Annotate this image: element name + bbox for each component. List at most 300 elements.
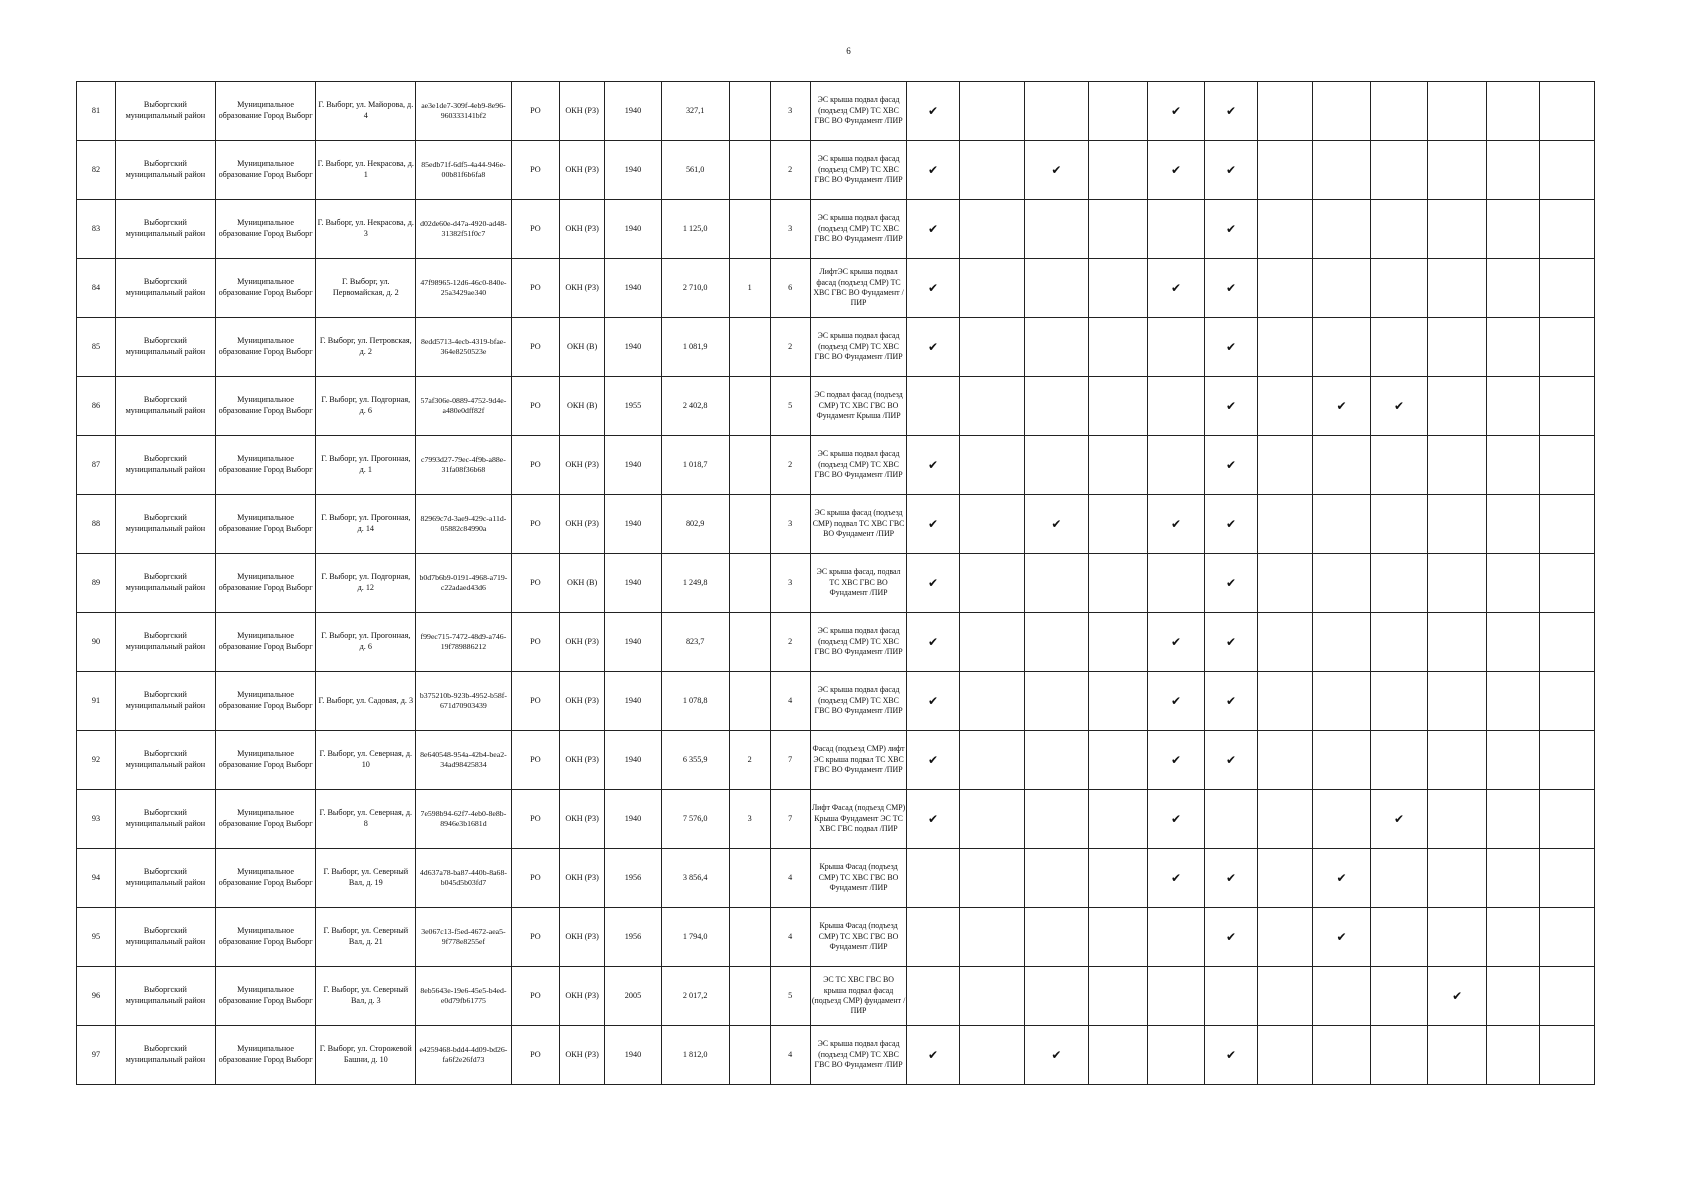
municipality-cell: Муниципальное образование Город Выборг [215,377,316,436]
table-row [77,141,1595,200]
row-number-cell: 92 [77,731,116,790]
work-count-cell: 4 [770,1026,810,1085]
empty-cell [959,436,1024,495]
heritage-status-cell: ОКН (РЗ) [560,1026,605,1085]
heritage-status-cell: ОКН (РЗ) [560,495,605,554]
table-row [77,967,1595,1026]
table-row [77,672,1595,731]
lift-count-cell [729,200,770,259]
district-cell: Выборгский муниципальный район [116,82,216,141]
check-mark-icon: ✔ [1313,908,1371,967]
check-mark-icon: ✔ [1024,1026,1089,1085]
empty-cell [1147,1026,1205,1085]
empty-cell [1257,82,1312,141]
works-list-cell: ЭС ТС ХВС ГВС ВО крыша подвал фасад (подъезд СМР) фундамент /ПИР [810,967,907,1026]
address-cell: Г. Выборг, ул. Некрасова, д. 3 [316,200,416,259]
empty-cell [1147,377,1205,436]
table-row [77,82,1595,141]
empty-cell [1257,436,1312,495]
district-cell: Выборгский муниципальный район [116,731,216,790]
empty-cell [1024,554,1089,613]
empty-cell [959,377,1024,436]
empty-cell [1257,495,1312,554]
check-mark-icon: ✔ [1147,141,1205,200]
address-cell: Г. Выборг, ул. Подгорная, д. 12 [316,554,416,613]
area-cell: 2 017,2 [661,967,729,1026]
empty-cell [959,672,1024,731]
empty-cell [1428,200,1487,259]
check-mark-icon: ✔ [907,318,959,377]
empty-cell [1313,318,1371,377]
district-cell: Выборгский муниципальный район [116,377,216,436]
municipality-cell: Муниципальное образование Город Выборг [215,554,316,613]
table-row [77,436,1595,495]
empty-cell [1428,436,1487,495]
check-mark-icon: ✔ [907,1026,959,1085]
empty-cell [1486,554,1539,613]
district-cell: Выборгский муниципальный район [116,849,216,908]
house-uuid-cell: 8edd5713-4ecb-4319-bfae-364e8250523e [416,318,512,377]
lift-count-cell: 1 [729,259,770,318]
empty-cell [1024,967,1089,1026]
district-cell: Выборгский муниципальный район [116,554,216,613]
empty-cell [1486,967,1539,1026]
check-mark-icon: ✔ [1147,790,1205,849]
empty-cell [1024,259,1089,318]
check-mark-icon: ✔ [1205,849,1257,908]
empty-cell [1257,967,1312,1026]
municipality-cell: Муниципальное образование Город Выборг [215,436,316,495]
check-mark-icon: ✔ [1147,259,1205,318]
build-year-cell: 1940 [605,82,662,141]
empty-cell [1257,849,1312,908]
area-cell: 7 576,0 [661,790,729,849]
heritage-status-cell: ОКН (РЗ) [560,731,605,790]
empty-cell [1486,495,1539,554]
check-mark-icon: ✔ [1205,908,1257,967]
empty-cell [1370,82,1428,141]
check-mark-icon: ✔ [1205,613,1257,672]
empty-cell [1428,141,1487,200]
empty-cell [1147,554,1205,613]
empty-cell [959,613,1024,672]
row-number-cell: 93 [77,790,116,849]
area-cell: 1 125,0 [661,200,729,259]
row-number-cell: 85 [77,318,116,377]
empty-cell [1147,200,1205,259]
heritage-status-cell: ОКН (РЗ) [560,967,605,1026]
work-count-cell: 7 [770,731,810,790]
empty-cell [1540,613,1595,672]
empty-cell [1540,908,1595,967]
empty-cell [1024,82,1089,141]
empty-cell [1257,613,1312,672]
work-count-cell: 5 [770,377,810,436]
district-cell: Выборгский муниципальный район [116,436,216,495]
work-count-cell: 4 [770,908,810,967]
row-number-cell: 88 [77,495,116,554]
empty-cell [1147,436,1205,495]
house-uuid-cell: b0d7b6b9-0191-4968-a719-c22adaed43d6 [416,554,512,613]
municipality-cell: Муниципальное образование Город Выборг [215,731,316,790]
empty-cell [1540,200,1595,259]
empty-cell [1428,613,1487,672]
fund-type-cell: РО [511,495,559,554]
fund-type-cell: РО [511,200,559,259]
municipality-cell: Муниципальное образование Город Выборг [215,849,316,908]
empty-cell [1486,613,1539,672]
address-cell: Г. Выборг, ул. Прогонная, д. 1 [316,436,416,495]
build-year-cell: 1955 [605,377,662,436]
house-uuid-cell: 57af306e-0889-4752-9d4e-a480e0dff82f [416,377,512,436]
address-cell: Г. Выборг, ул. Первомайская, д. 2 [316,259,416,318]
area-cell: 6 355,9 [661,731,729,790]
row-number-cell: 94 [77,849,116,908]
check-mark-icon: ✔ [1147,849,1205,908]
municipality-cell: Муниципальное образование Город Выборг [215,318,316,377]
table-row [77,1026,1595,1085]
work-count-cell: 2 [770,318,810,377]
address-cell: Г. Выборг, ул. Садовая, д. 3 [316,672,416,731]
work-count-cell: 5 [770,967,810,1026]
area-cell: 823,7 [661,613,729,672]
check-mark-icon: ✔ [1313,377,1371,436]
work-count-cell: 2 [770,141,810,200]
check-mark-icon: ✔ [1147,82,1205,141]
row-number-cell: 95 [77,908,116,967]
fund-type-cell: РО [511,1026,559,1085]
table-row [77,377,1595,436]
heritage-status-cell: ОКН (РЗ) [560,259,605,318]
house-uuid-cell: e4259468-bdd4-4d09-bd26-fa6f2e26fd73 [416,1026,512,1085]
works-list-cell: ЛифтЭС крыша подвал фасад (подъезд СМР) ТС ХВС ГВС ВО Фундамент /ПИР [810,259,907,318]
check-mark-icon: ✔ [907,495,959,554]
empty-cell [1540,318,1595,377]
empty-cell [1257,377,1312,436]
empty-cell [1540,259,1595,318]
build-year-cell: 1940 [605,495,662,554]
check-mark-icon: ✔ [907,731,959,790]
empty-cell [1089,554,1148,613]
empty-cell [1370,849,1428,908]
check-mark-icon: ✔ [907,141,959,200]
empty-cell [959,495,1024,554]
empty-cell [1257,672,1312,731]
empty-cell [1540,377,1595,436]
empty-cell [1370,672,1428,731]
empty-cell [959,967,1024,1026]
address-cell: Г. Выборг, ул. Подгорная, д. 6 [316,377,416,436]
empty-cell [1313,672,1371,731]
empty-cell [1486,790,1539,849]
empty-cell [1370,141,1428,200]
check-mark-icon: ✔ [1205,141,1257,200]
check-mark-icon: ✔ [907,200,959,259]
address-cell: Г. Выборг, ул. Северная, д. 10 [316,731,416,790]
check-mark-icon: ✔ [1147,495,1205,554]
empty-cell [1313,436,1371,495]
works-list-cell: ЭС подвал фасад (подъезд СМР) ТС ХВС ГВС ВО Фундамент Крыша /ПИР [810,377,907,436]
empty-cell [959,554,1024,613]
row-number-cell: 97 [77,1026,116,1085]
fund-type-cell: РО [511,318,559,377]
works-list-cell: ЭС крыша подвал фасад (подъезд СМР) ТС ХВС ГВС ВО Фундамент /ПИР [810,82,907,141]
fund-type-cell: РО [511,672,559,731]
house-uuid-cell: 8eb5643e-19e6-45e5-b4ed-e0d79fb61775 [416,967,512,1026]
empty-cell [1024,200,1089,259]
lift-count-cell [729,141,770,200]
lift-count-cell [729,436,770,495]
empty-cell [1089,967,1148,1026]
heritage-status-cell: ОКН (РЗ) [560,849,605,908]
house-uuid-cell: f99ec715-7472-48d9-a746-19f789886212 [416,613,512,672]
lift-count-cell: 3 [729,790,770,849]
works-list-cell: ЭС крыша фасад, подвал ТС ХВС ГВС ВО Фундамент /ПИР [810,554,907,613]
address-cell: Г. Выборг, ул. Северный Вал, д. 21 [316,908,416,967]
check-mark-icon: ✔ [1205,82,1257,141]
empty-cell [1370,495,1428,554]
empty-cell [1370,731,1428,790]
district-cell: Выборгский муниципальный район [116,318,216,377]
house-uuid-cell: b375210b-923b-4952-b58f-671d70903439 [416,672,512,731]
empty-cell [1428,495,1487,554]
work-count-cell: 2 [770,436,810,495]
empty-cell [1370,259,1428,318]
heritage-status-cell: ОКН (В) [560,377,605,436]
empty-cell [1486,436,1539,495]
check-mark-icon: ✔ [907,554,959,613]
empty-cell [1089,613,1148,672]
work-count-cell: 2 [770,613,810,672]
district-cell: Выборгский муниципальный район [116,495,216,554]
empty-cell [1428,377,1487,436]
row-number-cell: 96 [77,967,116,1026]
address-cell: Г. Выборг, ул. Некрасова, д. 1 [316,141,416,200]
empty-cell [1313,495,1371,554]
empty-cell [1428,259,1487,318]
address-cell: Г. Выборг, ул. Прогонная, д. 14 [316,495,416,554]
check-mark-icon: ✔ [1147,613,1205,672]
empty-cell [1089,141,1148,200]
empty-cell [1486,849,1539,908]
empty-cell [1313,731,1371,790]
empty-cell [959,731,1024,790]
work-count-cell: 3 [770,200,810,259]
empty-cell [1089,377,1148,436]
check-mark-icon: ✔ [907,436,959,495]
build-year-cell: 1940 [605,1026,662,1085]
heritage-status-cell: ОКН (РЗ) [560,672,605,731]
table-row [77,200,1595,259]
empty-cell [959,259,1024,318]
works-list-cell: ЭС крыша подвал фасад (подъезд СМР) ТС ХВС ГВС ВО Фундамент /ПИР [810,141,907,200]
empty-cell [1024,908,1089,967]
check-mark-icon: ✔ [1147,672,1205,731]
empty-cell [1428,849,1487,908]
empty-cell [1370,200,1428,259]
district-cell: Выборгский муниципальный район [116,1026,216,1085]
fund-type-cell: РО [511,967,559,1026]
check-mark-icon: ✔ [1313,849,1371,908]
empty-cell [1024,790,1089,849]
empty-cell [959,849,1024,908]
empty-cell [1370,554,1428,613]
fund-type-cell: РО [511,849,559,908]
works-list-cell: Крыша Фасад (подъезд СМР) ТС ХВС ГВС ВО Фундамент /ПИР [810,849,907,908]
empty-cell [959,790,1024,849]
empty-cell [1370,318,1428,377]
empty-cell [1089,200,1148,259]
empty-cell [1313,613,1371,672]
works-list-cell: ЭС крыша подвал фасад (подъезд СМР) ТС ХВС ГВС ВО Фундамент /ПИР [810,200,907,259]
empty-cell [1428,1026,1487,1085]
lift-count-cell [729,908,770,967]
house-uuid-cell: ae3e1de7-309f-4eb9-8e96-960333141bf2 [416,82,512,141]
work-count-cell: 3 [770,495,810,554]
empty-cell [1428,82,1487,141]
registry-body [77,82,1595,1085]
address-cell: Г. Выборг, ул. Сторожевой Башни, д. 10 [316,1026,416,1085]
empty-cell [1486,1026,1539,1085]
empty-cell [1257,1026,1312,1085]
empty-cell [1257,908,1312,967]
empty-cell [907,377,959,436]
lift-count-cell [729,554,770,613]
build-year-cell: 1940 [605,790,662,849]
municipality-cell: Муниципальное образование Город Выборг [215,200,316,259]
table-row [77,495,1595,554]
build-year-cell: 1940 [605,554,662,613]
empty-cell [1147,967,1205,1026]
empty-cell [1370,613,1428,672]
fund-type-cell: РО [511,731,559,790]
empty-cell [1257,554,1312,613]
area-cell: 1 812,0 [661,1026,729,1085]
works-list-cell: ЭС крыша подвал фасад (подъезд СМР) ТС ХВС ГВС ВО Фундамент /ПИР [810,436,907,495]
lift-count-cell [729,377,770,436]
works-list-cell: Лифт Фасад (подъезд СМР) Крыша Фундамент ЭС ТС ХВС ГВС подвал /ПИР [810,790,907,849]
area-cell: 2 710,0 [661,259,729,318]
empty-cell [1313,200,1371,259]
empty-cell [959,141,1024,200]
fund-type-cell: РО [511,908,559,967]
table-row [77,554,1595,613]
municipality-cell: Муниципальное образование Город Выборг [215,1026,316,1085]
heritage-status-cell: ОКН (РЗ) [560,436,605,495]
build-year-cell: 2005 [605,967,662,1026]
area-cell: 1 249,8 [661,554,729,613]
empty-cell [1370,908,1428,967]
house-uuid-cell: d02de60e-d47a-4920-ad48-31382f51f0c7 [416,200,512,259]
table-row [77,908,1595,967]
empty-cell [1540,554,1595,613]
empty-cell [1024,672,1089,731]
works-list-cell: Фасад (подъезд СМР) лифт ЭС крыша подвал ТС ХВС ГВС ВО Фундамент /ПИР [810,731,907,790]
works-list-cell: ЭС крыша фасад (подъезд СМР) подвал ТС ХВС ГВС ВО Фундамент /ПИР [810,495,907,554]
check-mark-icon: ✔ [907,613,959,672]
address-cell: Г. Выборг, ул. Северный Вал, д. 3 [316,967,416,1026]
empty-cell [1024,318,1089,377]
build-year-cell: 1940 [605,318,662,377]
area-cell: 327,1 [661,82,729,141]
empty-cell [1089,790,1148,849]
works-list-cell: ЭС крыша подвал фасад (подъезд СМР) ТС ХВС ГВС ВО Фундамент /ПИР [810,318,907,377]
empty-cell [1313,141,1371,200]
check-mark-icon: ✔ [1205,672,1257,731]
check-mark-icon: ✔ [1205,436,1257,495]
empty-cell [1370,1026,1428,1085]
district-cell: Выборгский муниципальный район [116,790,216,849]
fund-type-cell: РО [511,259,559,318]
empty-cell [1205,790,1257,849]
empty-cell [959,1026,1024,1085]
row-number-cell: 90 [77,613,116,672]
check-mark-icon: ✔ [1370,377,1428,436]
check-mark-icon: ✔ [907,82,959,141]
build-year-cell: 1940 [605,672,662,731]
empty-cell [1147,318,1205,377]
empty-cell [1540,495,1595,554]
build-year-cell: 1956 [605,849,662,908]
empty-cell [1313,967,1371,1026]
empty-cell [1257,318,1312,377]
empty-cell [1486,318,1539,377]
lift-count-cell [729,613,770,672]
table-row [77,318,1595,377]
build-year-cell: 1940 [605,613,662,672]
build-year-cell: 1940 [605,200,662,259]
empty-cell [1257,731,1312,790]
lift-count-cell [729,849,770,908]
page-number: 6 [846,46,851,56]
empty-cell [1257,790,1312,849]
empty-cell [1313,790,1371,849]
works-list-cell: ЭС крыша подвал фасад (подъезд СМР) ТС ХВС ГВС ВО Фундамент /ПИР [810,1026,907,1085]
municipality-cell: Муниципальное образование Город Выборг [215,908,316,967]
empty-cell [1540,82,1595,141]
address-cell: Г. Выборг, ул. Северный Вал, д. 19 [316,849,416,908]
area-cell: 1 018,7 [661,436,729,495]
work-count-cell: 7 [770,790,810,849]
empty-cell [1486,141,1539,200]
empty-cell [1486,200,1539,259]
check-mark-icon: ✔ [1205,731,1257,790]
empty-cell [1428,672,1487,731]
empty-cell [1024,849,1089,908]
works-list-cell: ЭС крыша подвал фасад (подъезд СМР) ТС ХВС ГВС ВО Фундамент /ПИР [810,613,907,672]
empty-cell [1313,554,1371,613]
check-mark-icon: ✔ [1205,554,1257,613]
empty-cell [1428,731,1487,790]
fund-type-cell: РО [511,377,559,436]
house-uuid-cell: 7e598b94-62f7-4eb0-8e8b-8946e3b1681d [416,790,512,849]
row-number-cell: 83 [77,200,116,259]
table-row [77,259,1595,318]
lift-count-cell: 2 [729,731,770,790]
district-cell: Выборгский муниципальный район [116,200,216,259]
empty-cell [1486,259,1539,318]
empty-cell [1024,436,1089,495]
empty-cell [1486,82,1539,141]
address-cell: Г. Выборг, ул. Прогонная, д. 6 [316,613,416,672]
heritage-status-cell: ОКН (РЗ) [560,790,605,849]
empty-cell [907,908,959,967]
address-cell: Г. Выборг, ул. Майорова, д. 4 [316,82,416,141]
empty-cell [959,200,1024,259]
district-cell: Выборгский муниципальный район [116,967,216,1026]
empty-cell [1205,967,1257,1026]
check-mark-icon: ✔ [907,790,959,849]
